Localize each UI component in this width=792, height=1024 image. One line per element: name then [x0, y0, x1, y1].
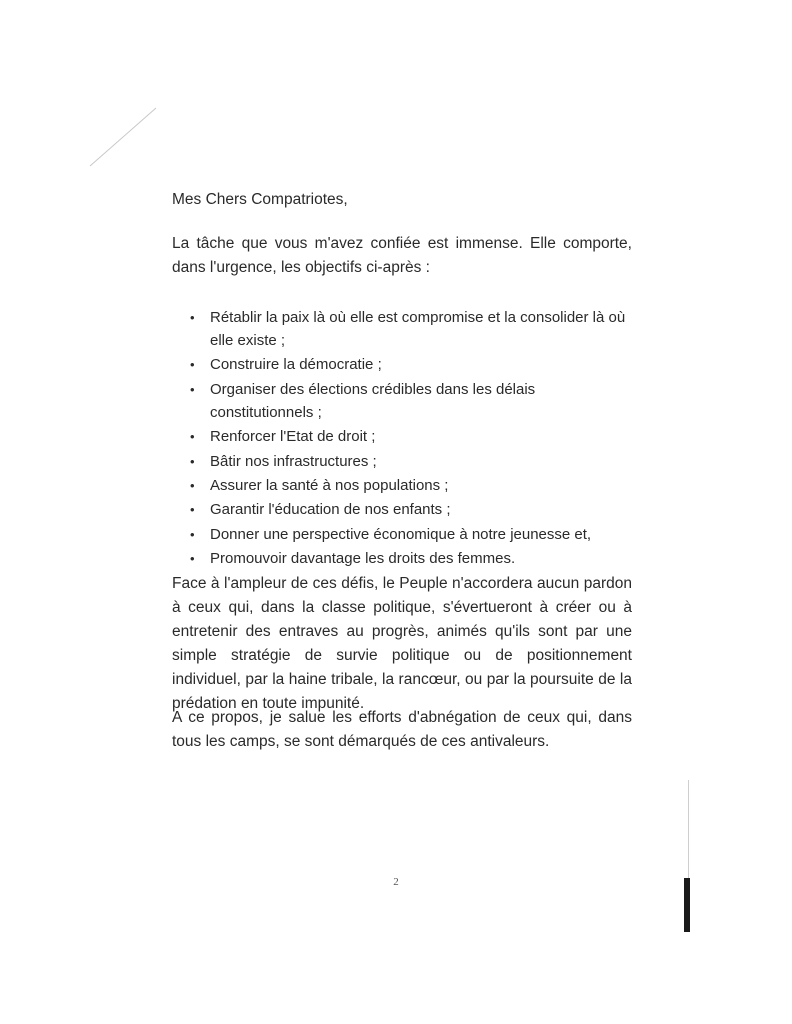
- list-item-text: Construire la démocratie ;: [210, 356, 382, 374]
- page-number: 2: [393, 876, 399, 888]
- list-item-text: Rétablir la paix là où elle est compromise et la consolider là où elle existe ;: [210, 309, 626, 349]
- list-item: [190, 353, 640, 376]
- bullet-icon: •: [190, 453, 195, 469]
- intro-paragraph: La tâche que vous m'avez confiée est immense. Elle comporte, dans l'urgence, les objectifs ci-après :: [172, 235, 632, 276]
- scan-artifact-mark: [684, 878, 690, 932]
- objectives-list: [190, 306, 640, 572]
- bullet-icon: •: [190, 381, 195, 397]
- list-item: [190, 306, 640, 352]
- scan-artifact-line: [88, 100, 178, 180]
- list-item: [190, 378, 640, 424]
- list-item: [190, 547, 640, 570]
- salutation: Mes Chers Compatriotes,: [172, 191, 348, 208]
- list-item: [190, 498, 640, 521]
- bullet-icon: •: [190, 477, 195, 493]
- bullet-icon: •: [190, 551, 195, 567]
- list-item: [190, 450, 640, 473]
- list-item-text: Promouvoir davantage les droits des femmes.: [210, 550, 516, 568]
- list-item: [190, 474, 640, 497]
- list-item: [190, 523, 640, 546]
- bullet-icon: •: [190, 502, 195, 518]
- bullet-icon: •: [190, 357, 195, 373]
- body-paragraph: Face à l'ampleur de ces défis, le Peuple n'accordera aucun pardon à ceux qui, dans la classe politique, s'évertueront à créer ou à entretenir des entraves au progrès, animés qu'ils sont par une simple stratégie de survie politique ou de positionnement individuel, par la haine tribale, la rancœur, ou par la poursuite de la prédation en toute impunité.: [172, 575, 632, 712]
- list-item-text: Garantir l'éducation de nos enfants ;: [210, 501, 451, 519]
- list-item-text: Assurer la santé à nos populations ;: [210, 476, 449, 494]
- list-item-text: Organiser des élections crédibles dans les délais constitutionnels ;: [210, 380, 536, 421]
- list-item: [190, 425, 640, 448]
- bullet-icon: •: [190, 429, 195, 445]
- list-item-text: Donner une perspective économique à notre jeunesse et,: [210, 525, 592, 543]
- scan-artifact-edge: [688, 780, 689, 880]
- list-item-text: Bâtir nos infrastructures ;: [210, 452, 377, 470]
- bullet-icon: •: [190, 526, 195, 542]
- list-item-text: Renforcer l'Etat de droit ;: [210, 428, 376, 446]
- closing-paragraph: A ce propos, je salue les efforts d'abnégation de ceux qui, dans tous les camps, se sont démarqués de ces antivaleurs.: [172, 709, 632, 750]
- bullet-icon: •: [190, 310, 195, 325]
